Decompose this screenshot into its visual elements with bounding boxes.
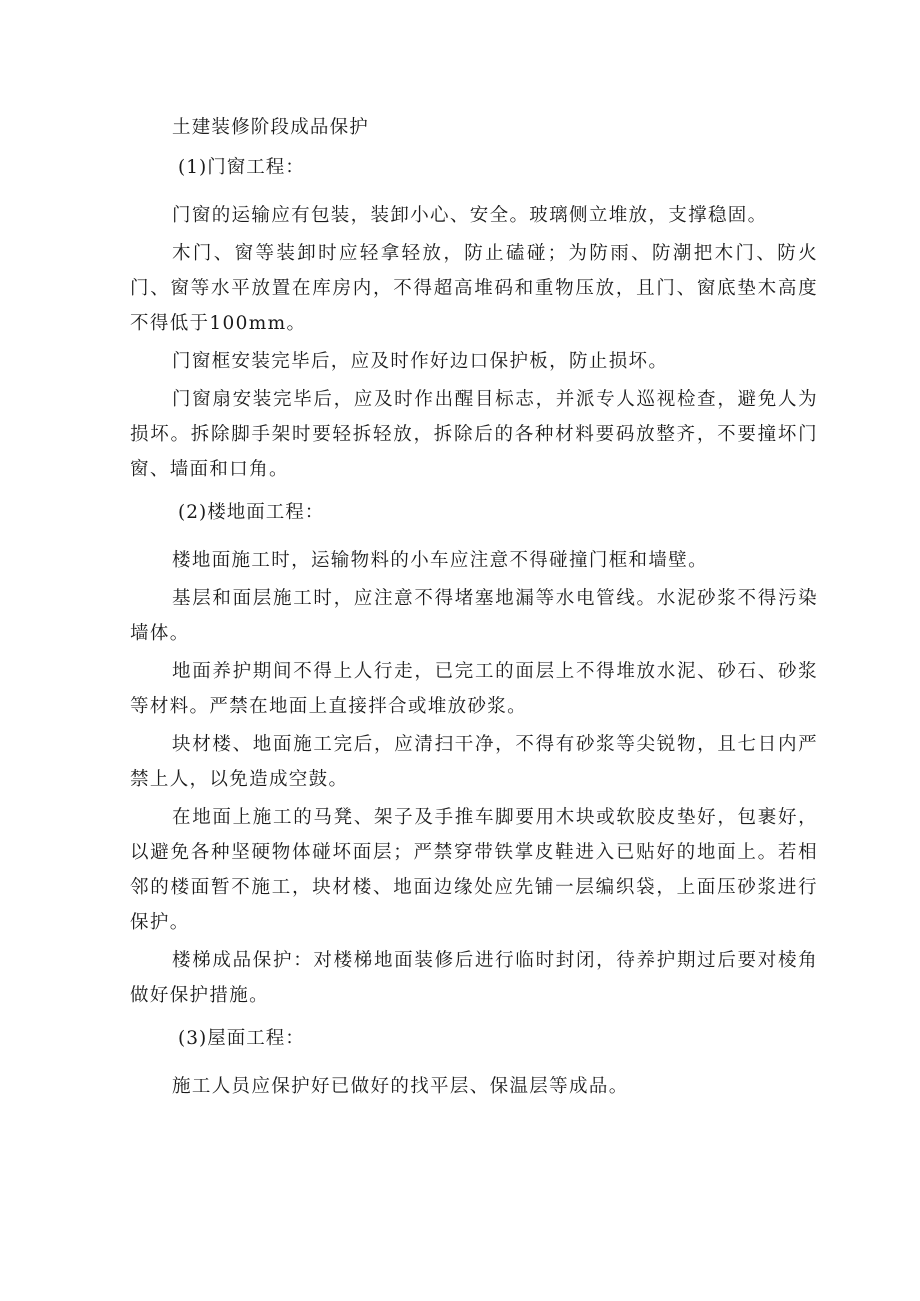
paragraph: 施工人员应保护好已做好的找平层、保温层等成品。 [172,1076,629,1097]
paragraph: 楼地面施工时，运输物料的小车应注意不得碰撞门框和墙壁。 [172,550,708,571]
paragraph: 门窗框安装完毕后，应及时作好边口保护板，防止损坏。 [172,351,669,372]
paragraph: 地面养护期间不得上人行走，已完工的面层上不得堆放水泥、砂石、砂浆等材料。严禁在地面上直接拌合或堆放砂浆。 [130,661,818,717]
paragraph: 在地面上施工的马凳、架子及手推车脚要用木块或软胶皮垫好，包裹好，以避免各种坚硬物体碰坏面层；严禁穿带铁掌皮鞋进入已贴好的地面上。若相邻的楼面暂不施工，块材楼、地面边缘处应先铺一层编织袋，上面压砂浆进行保护。 [130,807,818,933]
document-title: 土建装修阶段成品保护 [172,117,370,138]
section-heading-roof: (3)屋面工程： [178,1028,305,1049]
paragraph: 基层和面层施工时，应注意不得堵塞地漏等水电管线。水泥砂浆不得污染墙体。 [130,588,818,644]
document-body [130,110,818,1107]
paragraph: 块材楼、地面施工完后，应清扫干净，不得有砂浆等尖锐物，且七日内严禁上人，以免造成空鼓。 [130,734,818,790]
section-heading-floors: (2)楼地面工程： [178,502,325,523]
paragraph: 楼梯成品保护：对楼梯地面装修后进行临时封闭，待养护期过后要对棱角做好保护措施。 [130,950,818,1006]
paragraph: 木门、窗等装卸时应轻拿轻放，防止磕碰；为防雨、防潮把木门、防火门、窗等水平放置在库房内，不得超高堆码和重物压放，且门、窗底垫木高度不得低于100mm。 [130,243,818,334]
paragraph: 门窗扇安装完毕后，应及时作出醒目标志，并派专人巡视检查，避免人为损坏。拆除脚手架时要轻拆轻放，拆除后的各种材料要码放整齐，不要撞坏门窗、墙面和口角。 [130,389,818,480]
paragraph: 门窗的运输应有包装，装卸小心、安全。玻璃侧立堆放，支撑稳固。 [172,205,768,226]
section-heading-doors-windows: (1)门窗工程： [178,157,305,178]
